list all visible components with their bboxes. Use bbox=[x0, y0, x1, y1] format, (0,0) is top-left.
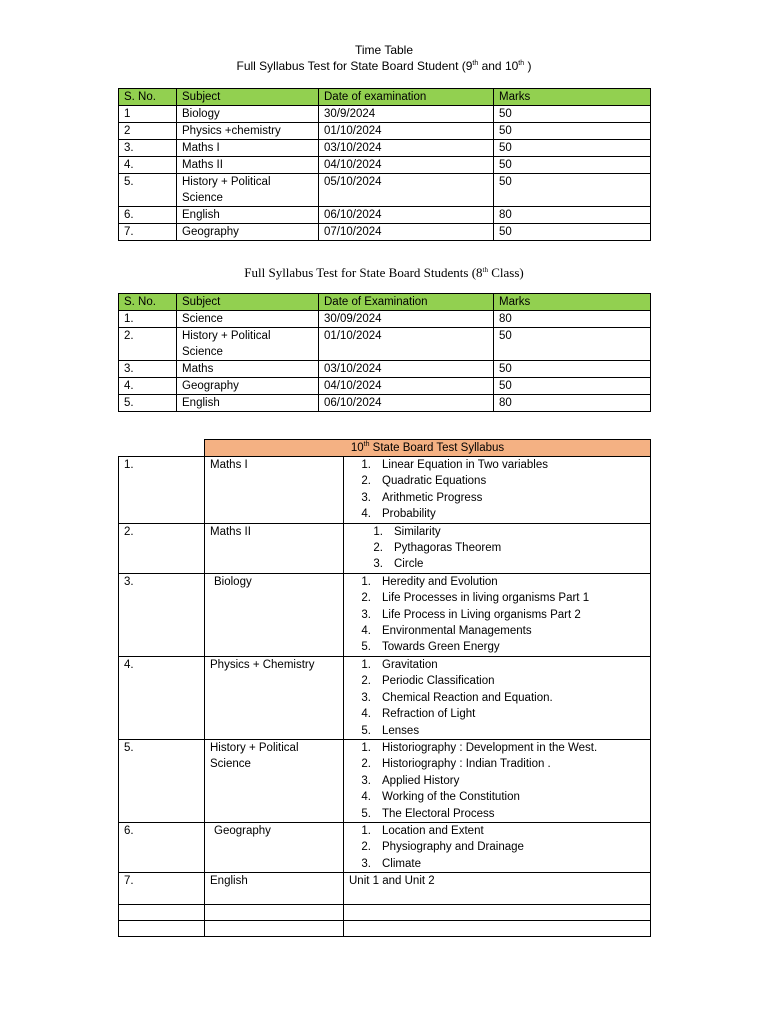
cell-sno: 6. bbox=[119, 207, 177, 224]
column-header: Subject bbox=[177, 294, 319, 311]
cell-date: 30/9/2024 bbox=[319, 106, 494, 123]
topic-text: Lenses bbox=[382, 724, 420, 737]
list-item bbox=[349, 756, 645, 772]
topic-text: Pythagoras Theorem bbox=[394, 542, 502, 555]
topic-list bbox=[349, 657, 645, 739]
cell-marks: 80 bbox=[494, 311, 651, 328]
topic-text: Physiography and Drainage bbox=[382, 841, 524, 854]
topic-text: Similarity bbox=[394, 525, 441, 538]
cell-topics bbox=[344, 656, 651, 739]
timetable-9-10 bbox=[118, 88, 651, 241]
cell-sno: 2 bbox=[119, 123, 177, 140]
list-item bbox=[349, 789, 645, 805]
cell-date: 04/10/2024 bbox=[319, 378, 494, 395]
list-number: 4. bbox=[361, 791, 371, 804]
list-number: 5. bbox=[361, 724, 371, 737]
timetable-subtitle bbox=[0, 59, 768, 73]
list-number: 1. bbox=[373, 525, 383, 538]
list-number: 3. bbox=[361, 491, 371, 504]
column-header: Subject bbox=[177, 89, 319, 106]
cell-date: 06/10/2024 bbox=[319, 395, 494, 412]
cell-sno: 7. bbox=[119, 873, 205, 905]
cell-subject: English bbox=[177, 395, 319, 412]
topic-text: Towards Green Energy bbox=[382, 641, 500, 654]
page-title: Time Table bbox=[354, 43, 414, 57]
subtitle-suffix: ) bbox=[524, 59, 532, 73]
column-header: Date of Examination bbox=[319, 294, 494, 311]
list-item bbox=[349, 607, 645, 623]
cell-sno: 4. bbox=[119, 378, 177, 395]
list-item bbox=[349, 773, 645, 789]
list-item bbox=[349, 723, 645, 739]
list-number: 4. bbox=[361, 625, 371, 638]
cell-marks: 50 bbox=[494, 328, 651, 361]
cell-marks: 50 bbox=[494, 224, 651, 241]
table-row bbox=[119, 224, 651, 241]
cell-date: 07/10/2024 bbox=[319, 224, 494, 241]
list-item bbox=[349, 823, 645, 839]
cell-marks: 50 bbox=[494, 140, 651, 157]
topic-list bbox=[349, 823, 645, 872]
cell-subject: Geography bbox=[177, 378, 319, 395]
cell-sno: 3. bbox=[119, 140, 177, 157]
list-number: 4. bbox=[361, 508, 371, 521]
topic-text: Probability bbox=[382, 508, 436, 521]
list-number: 3. bbox=[361, 857, 371, 870]
subtitle-mid: and 10 bbox=[478, 59, 519, 73]
cell-sno: 1. bbox=[119, 457, 205, 524]
topic-text: Environmental Managements bbox=[382, 625, 532, 638]
list-item bbox=[349, 490, 645, 506]
list-item bbox=[349, 556, 645, 572]
cell-subject: Geography bbox=[177, 224, 319, 241]
cell-sno: 1. bbox=[119, 311, 177, 328]
list-item bbox=[349, 457, 645, 473]
cell-sno: 6. bbox=[119, 822, 205, 872]
cell-subject: Biology bbox=[177, 106, 319, 123]
cell-subject: Maths II bbox=[177, 157, 319, 174]
empty-cell bbox=[119, 921, 205, 937]
list-number: 3. bbox=[361, 691, 371, 704]
topic-text: Life Processes in living organisms Part 1 bbox=[382, 592, 590, 605]
list-number: 2. bbox=[361, 475, 371, 488]
list-number: 3. bbox=[361, 774, 371, 787]
topic-text: Historiography : Development in the West. bbox=[382, 741, 598, 754]
cell-date: 30/09/2024 bbox=[319, 311, 494, 328]
cell-subject: History + Political Science bbox=[177, 328, 319, 361]
list-number: 1. bbox=[361, 459, 371, 471]
list-number: 2. bbox=[361, 592, 371, 605]
empty-cell bbox=[205, 921, 344, 937]
list-number: 1. bbox=[361, 824, 371, 837]
topic-text: Refraction of Light bbox=[382, 708, 476, 721]
empty-row bbox=[119, 905, 651, 921]
cell-topics bbox=[344, 822, 651, 872]
syllabus-row bbox=[119, 822, 651, 872]
table-row bbox=[119, 174, 651, 207]
column-header: S. No. bbox=[119, 89, 177, 106]
cell-subject: Maths bbox=[177, 361, 319, 378]
cell-subject: English bbox=[205, 873, 344, 905]
topic-text: Historiography : Indian Tradition . bbox=[382, 758, 551, 771]
table-row bbox=[119, 328, 651, 361]
cell-sno: 4. bbox=[119, 656, 205, 739]
empty-cell bbox=[344, 921, 651, 937]
column-header: Marks bbox=[494, 89, 651, 106]
list-number: 1. bbox=[361, 741, 371, 754]
table-row bbox=[119, 395, 651, 412]
empty-row bbox=[119, 921, 651, 937]
list-item bbox=[349, 839, 645, 855]
topic-text: Heredity and Evolution bbox=[382, 575, 498, 588]
syllabus-title-prefix: 10 bbox=[350, 442, 364, 454]
table-header-row bbox=[119, 89, 651, 106]
subtitle-sup-2: th bbox=[518, 60, 525, 67]
cell-sno: 2. bbox=[119, 328, 177, 361]
cell-subject: History + Political Science bbox=[177, 174, 319, 207]
syllabus-row bbox=[119, 457, 651, 524]
cell-subject: English bbox=[177, 207, 319, 224]
cell-date: 05/10/2024 bbox=[319, 174, 494, 207]
topic-text: Working of the Constitution bbox=[382, 791, 520, 804]
topic-text: Applied History bbox=[382, 774, 460, 787]
cell-marks: 50 bbox=[494, 157, 651, 174]
list-item bbox=[349, 657, 645, 673]
list-item bbox=[349, 590, 645, 606]
table-row bbox=[119, 207, 651, 224]
cell-sno: 1 bbox=[119, 106, 177, 123]
cell-sno: 5. bbox=[119, 395, 177, 412]
cell-sno: 7. bbox=[119, 224, 177, 241]
table-row bbox=[119, 157, 651, 174]
list-number: 4. bbox=[361, 708, 371, 721]
topic-text: Linear Equation in Two variables bbox=[382, 459, 549, 471]
subtitle-prefix: Full Syllabus Test for State Board Student (9 bbox=[236, 59, 473, 73]
list-number: 1. bbox=[361, 658, 371, 671]
cell-subject: Physics +chemistry bbox=[177, 123, 319, 140]
list-item bbox=[349, 540, 645, 556]
list-item bbox=[349, 524, 645, 540]
topic-list bbox=[349, 457, 645, 523]
syllabus-title bbox=[205, 440, 651, 457]
cell-topics bbox=[344, 457, 651, 524]
topic-list bbox=[349, 524, 645, 573]
topic-text: Quadratic Equations bbox=[382, 475, 487, 488]
list-item bbox=[349, 690, 645, 706]
cell-marks: 50 bbox=[494, 378, 651, 395]
syllabus-table bbox=[118, 439, 651, 937]
list-item bbox=[349, 673, 645, 689]
table-row bbox=[119, 311, 651, 328]
cell-sno: 3. bbox=[119, 573, 205, 656]
list-number: 1. bbox=[361, 575, 371, 588]
topic-text: Gravitation bbox=[382, 658, 438, 671]
cell-marks: 50 bbox=[494, 174, 651, 207]
table-row bbox=[119, 361, 651, 378]
cell-topics: Unit 1 and Unit 2 bbox=[344, 873, 651, 905]
cell-subject: Physics + Chemistry bbox=[205, 656, 344, 739]
cell-subject: Science bbox=[177, 311, 319, 328]
empty-cell bbox=[205, 905, 344, 921]
cell-marks: 80 bbox=[494, 395, 651, 412]
header-spacer bbox=[119, 440, 205, 457]
syllabus-title-sup: th bbox=[363, 441, 370, 448]
subtitle-suffix: Class) bbox=[487, 265, 524, 280]
column-header: Date of examination bbox=[319, 89, 494, 106]
cell-date: 01/10/2024 bbox=[319, 123, 494, 140]
topic-list bbox=[349, 740, 645, 822]
list-number: 2. bbox=[373, 542, 383, 555]
table-row bbox=[119, 123, 651, 140]
syllabus-row bbox=[119, 573, 651, 656]
subtitle-prefix: Full Syllabus Test for State Board Students (8 bbox=[244, 265, 483, 280]
timetable-8 bbox=[118, 293, 651, 412]
topic-text: Climate bbox=[382, 857, 421, 870]
topic-text: The Electoral Process bbox=[382, 807, 495, 820]
cell-marks: 50 bbox=[494, 106, 651, 123]
cell-marks: 80 bbox=[494, 207, 651, 224]
syllabus-row bbox=[119, 523, 651, 573]
topic-text: Chemical Reaction and Equation. bbox=[382, 691, 553, 704]
list-number: 2. bbox=[361, 675, 371, 688]
cell-date: 06/10/2024 bbox=[319, 207, 494, 224]
topic-text: Life Process in Living organisms Part 2 bbox=[382, 608, 581, 621]
cell-subject: Maths I bbox=[177, 140, 319, 157]
cell-date: 03/10/2024 bbox=[319, 140, 494, 157]
cell-topics bbox=[344, 739, 651, 822]
cell-sno: 3. bbox=[119, 361, 177, 378]
cell-date: 03/10/2024 bbox=[319, 361, 494, 378]
table-row bbox=[119, 106, 651, 123]
cell-subject: Maths II bbox=[205, 523, 344, 573]
cell-subject: History + Political Science bbox=[205, 739, 344, 822]
list-item bbox=[349, 623, 645, 639]
cell-sno: 5. bbox=[119, 739, 205, 822]
topic-text: Periodic Classification bbox=[382, 675, 495, 688]
table-row bbox=[119, 378, 651, 395]
syllabus-header-row bbox=[119, 440, 651, 457]
list-item bbox=[349, 506, 645, 522]
table-row bbox=[119, 140, 651, 157]
list-item bbox=[349, 639, 645, 655]
cell-subject: Maths I bbox=[205, 457, 344, 524]
cell-sno: 2. bbox=[119, 523, 205, 573]
subtitle-sup-1: th bbox=[472, 60, 479, 67]
topic-list bbox=[349, 574, 645, 656]
topic-text: Arithmetic Progress bbox=[382, 491, 483, 504]
class8-subtitle bbox=[0, 265, 768, 281]
cell-sno: 4. bbox=[119, 157, 177, 174]
column-header: Marks bbox=[494, 294, 651, 311]
cell-date: 04/10/2024 bbox=[319, 157, 494, 174]
list-number: 2. bbox=[361, 841, 371, 854]
topic-text: Location and Extent bbox=[382, 824, 484, 837]
syllabus-row bbox=[119, 656, 651, 739]
list-number: 5. bbox=[361, 641, 371, 654]
cell-topics bbox=[344, 573, 651, 656]
cell-subject: Biology bbox=[205, 573, 344, 656]
cell-marks: 50 bbox=[494, 123, 651, 140]
list-item bbox=[349, 574, 645, 590]
list-item bbox=[349, 473, 645, 489]
cell-topics bbox=[344, 523, 651, 573]
syllabus-title-suffix: State Board Test Syllabus bbox=[369, 442, 505, 454]
list-item bbox=[349, 740, 645, 756]
list-item bbox=[349, 856, 645, 872]
list-item bbox=[349, 806, 645, 822]
topic-text: Circle bbox=[394, 558, 424, 571]
cell-marks: 50 bbox=[494, 361, 651, 378]
cell-date: 01/10/2024 bbox=[319, 328, 494, 361]
list-number: 3. bbox=[361, 608, 371, 621]
cell-sno: 5. bbox=[119, 174, 177, 207]
column-header: S. No. bbox=[119, 294, 177, 311]
empty-cell bbox=[119, 905, 205, 921]
list-number: 2. bbox=[361, 758, 371, 771]
syllabus-row bbox=[119, 873, 651, 905]
cell-subject: Geography bbox=[205, 822, 344, 872]
empty-cell bbox=[344, 905, 651, 921]
syllabus-row bbox=[119, 739, 651, 822]
table-header-row bbox=[119, 294, 651, 311]
subtitle-sup: th bbox=[482, 266, 488, 274]
list-number: 5. bbox=[361, 807, 371, 820]
list-number: 3. bbox=[373, 558, 383, 571]
list-item bbox=[349, 706, 645, 722]
